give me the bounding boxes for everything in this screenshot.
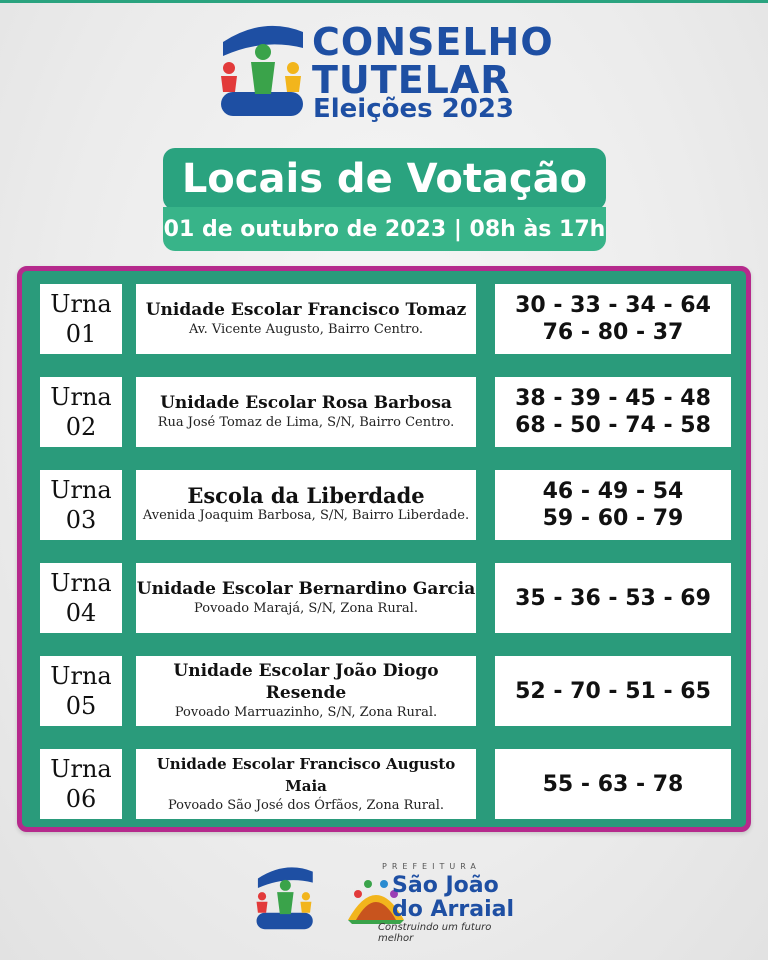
urna-cell (40, 470, 122, 540)
urna-cell (40, 563, 122, 633)
school-cell (136, 377, 476, 447)
conselho-tutelar-logo-icon (252, 862, 318, 934)
urna-number: 05 (65, 692, 97, 720)
school-cell (136, 563, 476, 633)
school-name: Unidade Escolar Francisco Tomaz (145, 300, 467, 320)
urna-number: 01 (65, 320, 97, 348)
section-numbers-line1: 55 - 63 - 78 (542, 771, 684, 797)
section-numbers-cell (495, 470, 731, 540)
school-address: Povoado Marruazinho, S/N, Zona Rural. (174, 705, 438, 720)
brand-title-line2: TUTELAR (312, 58, 511, 102)
section-numbers-line2: 76 - 80 - 37 (542, 320, 684, 345)
city-name (392, 874, 514, 922)
section-numbers-line1: 38 - 39 - 45 - 48 (515, 386, 711, 411)
school-address: Povoado São José dos Órfãos, Zona Rural. (167, 798, 445, 813)
section-numbers-cell (495, 563, 731, 633)
urna-label: Urna (50, 290, 112, 318)
school-name: Unidade Escolar Rosa Barbosa (160, 393, 452, 413)
urna-number: 03 (65, 506, 97, 534)
school-name: Unidade Escolar Francisco Augusto Maia (156, 755, 456, 795)
school-name: Unidade Escolar João Diogo Resende (173, 661, 439, 703)
election-date: 01 de outubro de 2023 | 08h às 17h (163, 207, 606, 251)
city-name-line1: São João (392, 873, 499, 898)
urna-cell (40, 377, 122, 447)
section-numbers-cell (495, 377, 731, 447)
city-name-line2: do Arraial (392, 897, 515, 922)
prefeitura-label: PREFEITURA (382, 862, 481, 871)
school-address: Av. Vicente Augusto, Bairro Centro. (188, 322, 424, 337)
urna-label: Urna (50, 383, 112, 411)
school-cell (136, 470, 476, 540)
section-numbers-line1: 52 - 70 - 51 - 65 (515, 678, 711, 704)
section-numbers-line1: 35 - 36 - 53 - 69 (515, 585, 711, 611)
brand-title-line1: CONSELHO (312, 20, 554, 64)
urna-number: 02 (65, 413, 97, 441)
conselho-tutelar-logo (215, 18, 560, 128)
school-cell (136, 656, 476, 726)
urna-number: 04 (65, 599, 97, 627)
school-address: Povoado Marajá, S/N, Zona Rural. (194, 601, 418, 616)
top-accent-line (0, 0, 768, 3)
section-numbers-line1: 46 - 49 - 54 (542, 479, 684, 504)
conselho-tutelar-logo-icon (215, 18, 310, 123)
section-numbers-line2: 68 - 50 - 74 - 58 (515, 413, 711, 438)
section-numbers-cell (495, 284, 731, 354)
school-address: Rua José Tomaz de Lima, S/N, Bairro Centro. (157, 415, 455, 430)
section-numbers-cell (495, 656, 731, 726)
brand-subtitle: Eleições 2023 (313, 94, 515, 124)
urna-label: Urna (50, 755, 112, 783)
urna-number: 06 (65, 785, 97, 813)
urna-label: Urna (50, 476, 112, 504)
school-name: Unidade Escolar Bernardino Garcia (136, 579, 476, 599)
school-cell (136, 749, 476, 819)
urna-cell (40, 656, 122, 726)
prefeitura-logo (346, 862, 526, 944)
school-cell (136, 284, 476, 354)
school-name: Escola da Liberdade (187, 483, 425, 508)
section-numbers-cell (495, 749, 731, 819)
urna-cell (40, 284, 122, 354)
section-numbers-line2: 59 - 60 - 79 (542, 506, 684, 531)
page-title: Locais de Votação (163, 148, 606, 210)
urna-label: Urna (50, 569, 112, 597)
city-tagline: Construindo um futuro melhor (378, 922, 492, 944)
voting-locations-board (17, 266, 751, 832)
urna-cell (40, 749, 122, 819)
urna-label: Urna (50, 662, 112, 690)
section-numbers-line1: 30 - 33 - 34 - 64 (515, 293, 711, 318)
school-address: Avenida Joaquim Barbosa, S/N, Bairro Liberdade. (142, 508, 470, 523)
